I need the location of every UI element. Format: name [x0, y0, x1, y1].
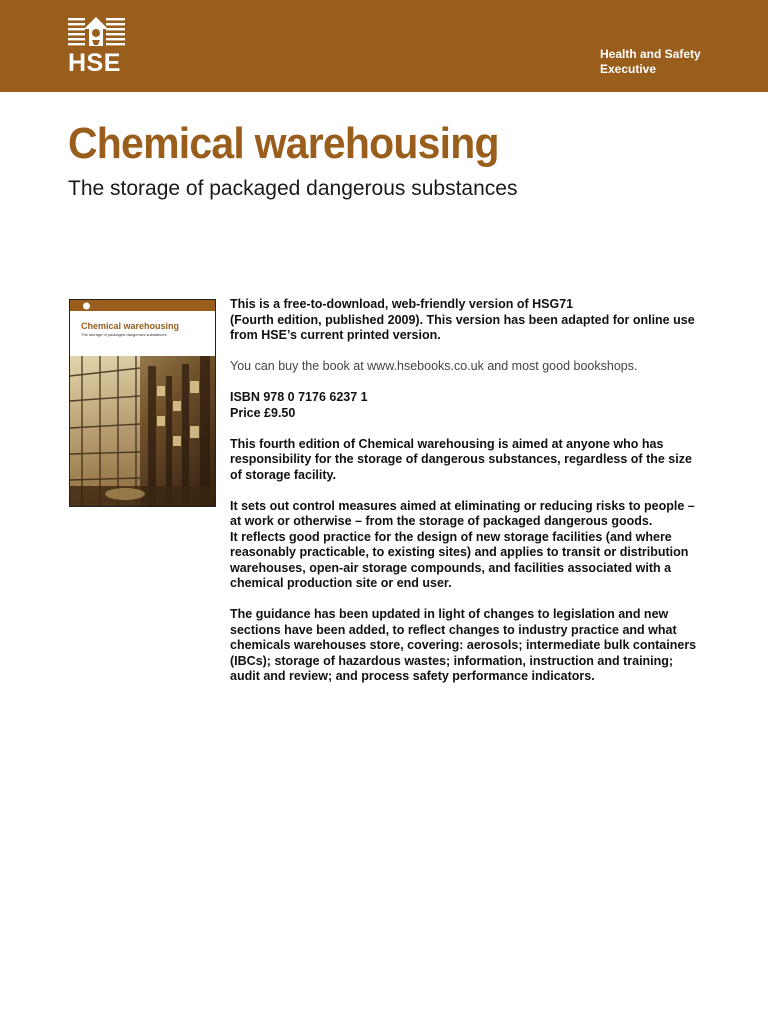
- price: Price £9.50: [230, 405, 296, 420]
- controls-paragraph-2: It reflects good practice for the design of new storage facilities (and where reasonably practicable, to existing sites) and applies to transit or distribution warehouses, open-air storage compounds, and facilities associated with a chemical production site or end user.: [230, 529, 689, 590]
- cover-band: [70, 300, 215, 311]
- document-subtitle: The storage of packaged dangerous substances: [68, 177, 518, 200]
- header-bar: [0, 0, 768, 92]
- isbn-price-block: [230, 390, 700, 421]
- intro-line-2: (Fourth edition, published 2009). This version has been adapted for online use: [230, 312, 695, 327]
- intro-line-3: from HSE’s current printed version.: [230, 328, 441, 342]
- cover-header: [70, 300, 215, 356]
- updates-paragraph: The guidance has been updated in light of changes to legislation and new sections have been added, to reflect changes to industry practice and what chemicals warehouses store, covering: aerosols; intermediate bulk containers (IBCs); storage of hazardous wastes; information, instruction and training; audit and review; and process safety performance indicators.: [230, 607, 697, 683]
- audience-paragraph: This fourth edition of Chemical warehousing is aimed at anyone who has responsibility for the storage of dangerous substances, regardless of the size of storage facility.: [230, 436, 692, 482]
- intro-line-1: This is a free-to-download, web-friendly version of HSG71: [230, 297, 574, 311]
- organisation-name-line2: Executive: [600, 62, 657, 76]
- hse-emblem-icon: [68, 16, 128, 50]
- buy-book-text: You can buy the book at www.hsebooks.co.uk and most good bookshops.: [230, 359, 638, 373]
- cover-subtitle: The storage of packaged dangerous substances: [81, 332, 167, 337]
- isbn: ISBN 978 0 7176 6237 1: [230, 390, 368, 404]
- organisation-name-line1: Health and Safety: [600, 47, 701, 61]
- warehouse-photo: [70, 356, 215, 506]
- warehouse-photo-graphic: [70, 356, 215, 506]
- controls-paragraph-1: It sets out control measures aimed at eliminating or reducing risks to people – at work or otherwise – from the storage of packaged dangerous goods.: [230, 498, 695, 528]
- book-cover-image: [69, 299, 216, 507]
- cover-title: Chemical warehousing: [81, 321, 180, 331]
- hse-logo: [68, 16, 128, 76]
- document-title: Chemical warehousing: [68, 119, 499, 168]
- intro-paragraph: [230, 297, 700, 344]
- document-description: [230, 297, 700, 700]
- organisation-name: [600, 47, 730, 77]
- cover-hse-icon: [82, 302, 91, 310]
- hse-logo-text: HSE: [68, 49, 121, 77]
